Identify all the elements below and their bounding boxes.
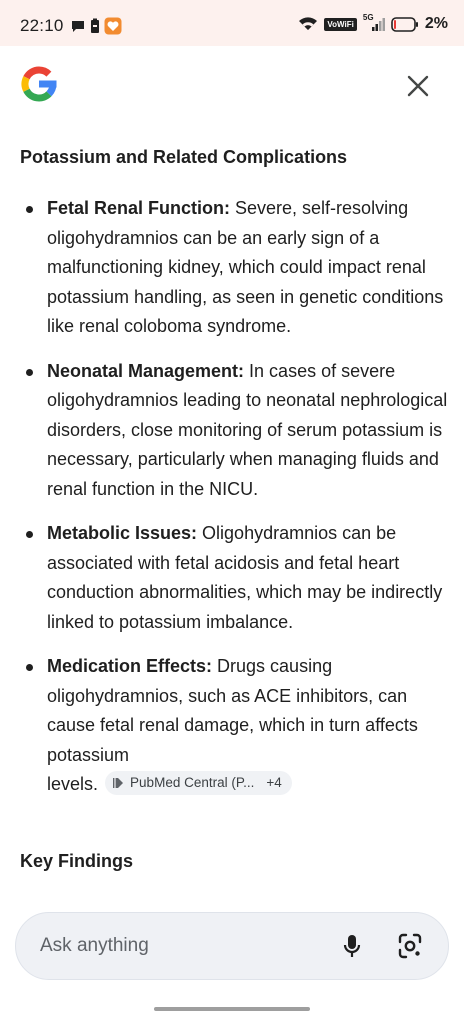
close-icon[interactable] (406, 74, 430, 98)
source-arrow-icon (112, 777, 124, 789)
mic-icon[interactable] (338, 932, 366, 960)
bullet-text: In cases of severe oligohydramnios leading to neonatal nephrological disorders, close monitoring of serum potassium is necessary, particularly when managing fluids and renal function in the NICU. (47, 360, 448, 499)
list-item (20, 652, 450, 800)
bullet-tail-text: levels. (47, 774, 99, 794)
bullet-text: Severe, self-resolving oligohydramnios can be an early sign of a malfunctioning kidney, which could impact renal potassium handling, as seen in genetic conditions like renal coloboma syndrome. (47, 198, 444, 336)
notification-icons (70, 17, 122, 35)
battery-saver-icon (90, 18, 100, 34)
status-right (298, 15, 448, 33)
bullet-list (20, 194, 450, 815)
source-chip[interactable] (105, 771, 292, 795)
bullet-text: Drugs causing oligohydramnios, such as ACE inhibitors, can cause fetal renal damage, which in turn affects potassium (47, 656, 418, 765)
source-chip-label: PubMed Central (P... (130, 775, 255, 790)
list-item (20, 194, 450, 342)
battery-percent: 2% (424, 15, 448, 32)
ask-input-bar[interactable] (15, 912, 449, 980)
battery-icon (391, 17, 419, 32)
next-section-heading: Key Findings (20, 851, 134, 871)
app-notification-icon (104, 17, 122, 35)
header (0, 46, 464, 130)
bullet-heading: Metabolic Issues: (47, 523, 198, 543)
list-item (20, 519, 450, 637)
network-type: 5G (362, 13, 374, 22)
bullet-heading: Medication Effects: (47, 656, 213, 676)
source-chip-more: +4 (266, 775, 282, 790)
chat-bubble-icon (70, 18, 86, 34)
list-item (20, 357, 450, 505)
bullet-text: Oligohydramnios can be associated with fetal acidosis and fetal heart conduction abnormalities, which may be indirectly linked to potassium imbalance. (47, 523, 443, 632)
vowifi-badge: VoWiFi (324, 18, 356, 31)
status-bar (0, 0, 464, 46)
bullet-heading: Neonatal Management: (47, 360, 245, 381)
home-indicator[interactable] (154, 1007, 310, 1011)
ask-input-placeholder[interactable]: Ask anything (40, 935, 149, 956)
wifi-icon (298, 16, 318, 32)
bullet-heading: Fetal Renal Function: (47, 198, 231, 218)
google-g-logo (19, 64, 59, 104)
google-lens-icon[interactable] (396, 932, 424, 960)
status-time: 22:10 (20, 16, 64, 35)
signal-group (362, 13, 385, 32)
signal-icon (363, 16, 385, 32)
section-title: Potassium and Related Complications (20, 147, 348, 167)
